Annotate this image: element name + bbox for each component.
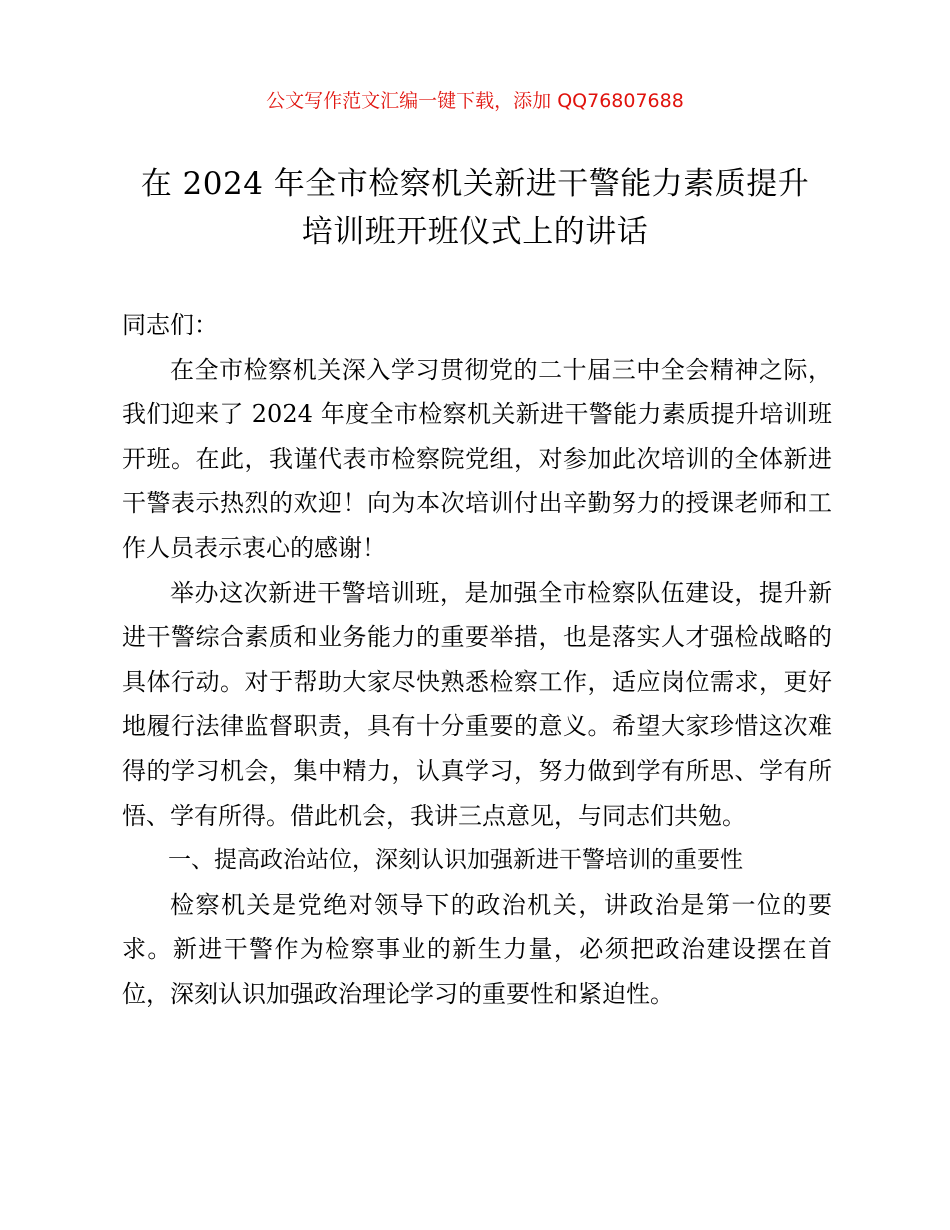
salutation: 同志们： <box>122 311 218 339</box>
title-line-1: 在 2024 年全市检察机关新进干警能力素质提升 <box>140 166 810 202</box>
section-heading-1: 一、提高政治站位，深刻认识加强新进干警培训的重要性 <box>168 847 743 874</box>
title-line-2: 培训班开班仪式上的讲话 <box>301 214 649 250</box>
paragraph-welcome: 在全市检察机关深入学习贯彻党的二十届三中全会精神之际，我们迎来了 2024 年度全市检察机关新进干警能力素质提升培训班开班。在此，我谨代表市检察院党组，对参加此次培训的全体新进干警表示热烈的欢迎！向为本次培训付出辛勤努力的授课老师和工作人员表示衷心的感谢！ <box>122 355 832 562</box>
section-1-paragraph: 检察机关是党绝对领导下的政治机关，讲政治是第一位的要求。新进干警作为检察事业的新生力量，必须把政治建设摆在首位，深刻认识加强政治理论学习的重要性和紧迫性。 <box>122 890 832 1008</box>
paragraph-purpose: 举办这次新进干警培训班，是加强全市检察队伍建设，提升新进干警综合素质和业务能力的重要举措，也是落实人才强检战略的具体行动。对于帮助大家尽快熟悉检察工作，适应岗位需求，更好地履行法律监督职责，具有十分重要的意义。希望大家珍惜这次难得的学习机会，集中精力，认真学习，努力做到学有所思、学有所悟、学有所得。借此机会，我讲三点意见，与同志们共勉。 <box>122 578 832 830</box>
document-title <box>90 160 860 256</box>
promo-header-link[interactable]: 公文写作范文汇编一键下载，添加 QQ76807688 <box>266 90 684 112</box>
document-body <box>122 303 832 1017</box>
